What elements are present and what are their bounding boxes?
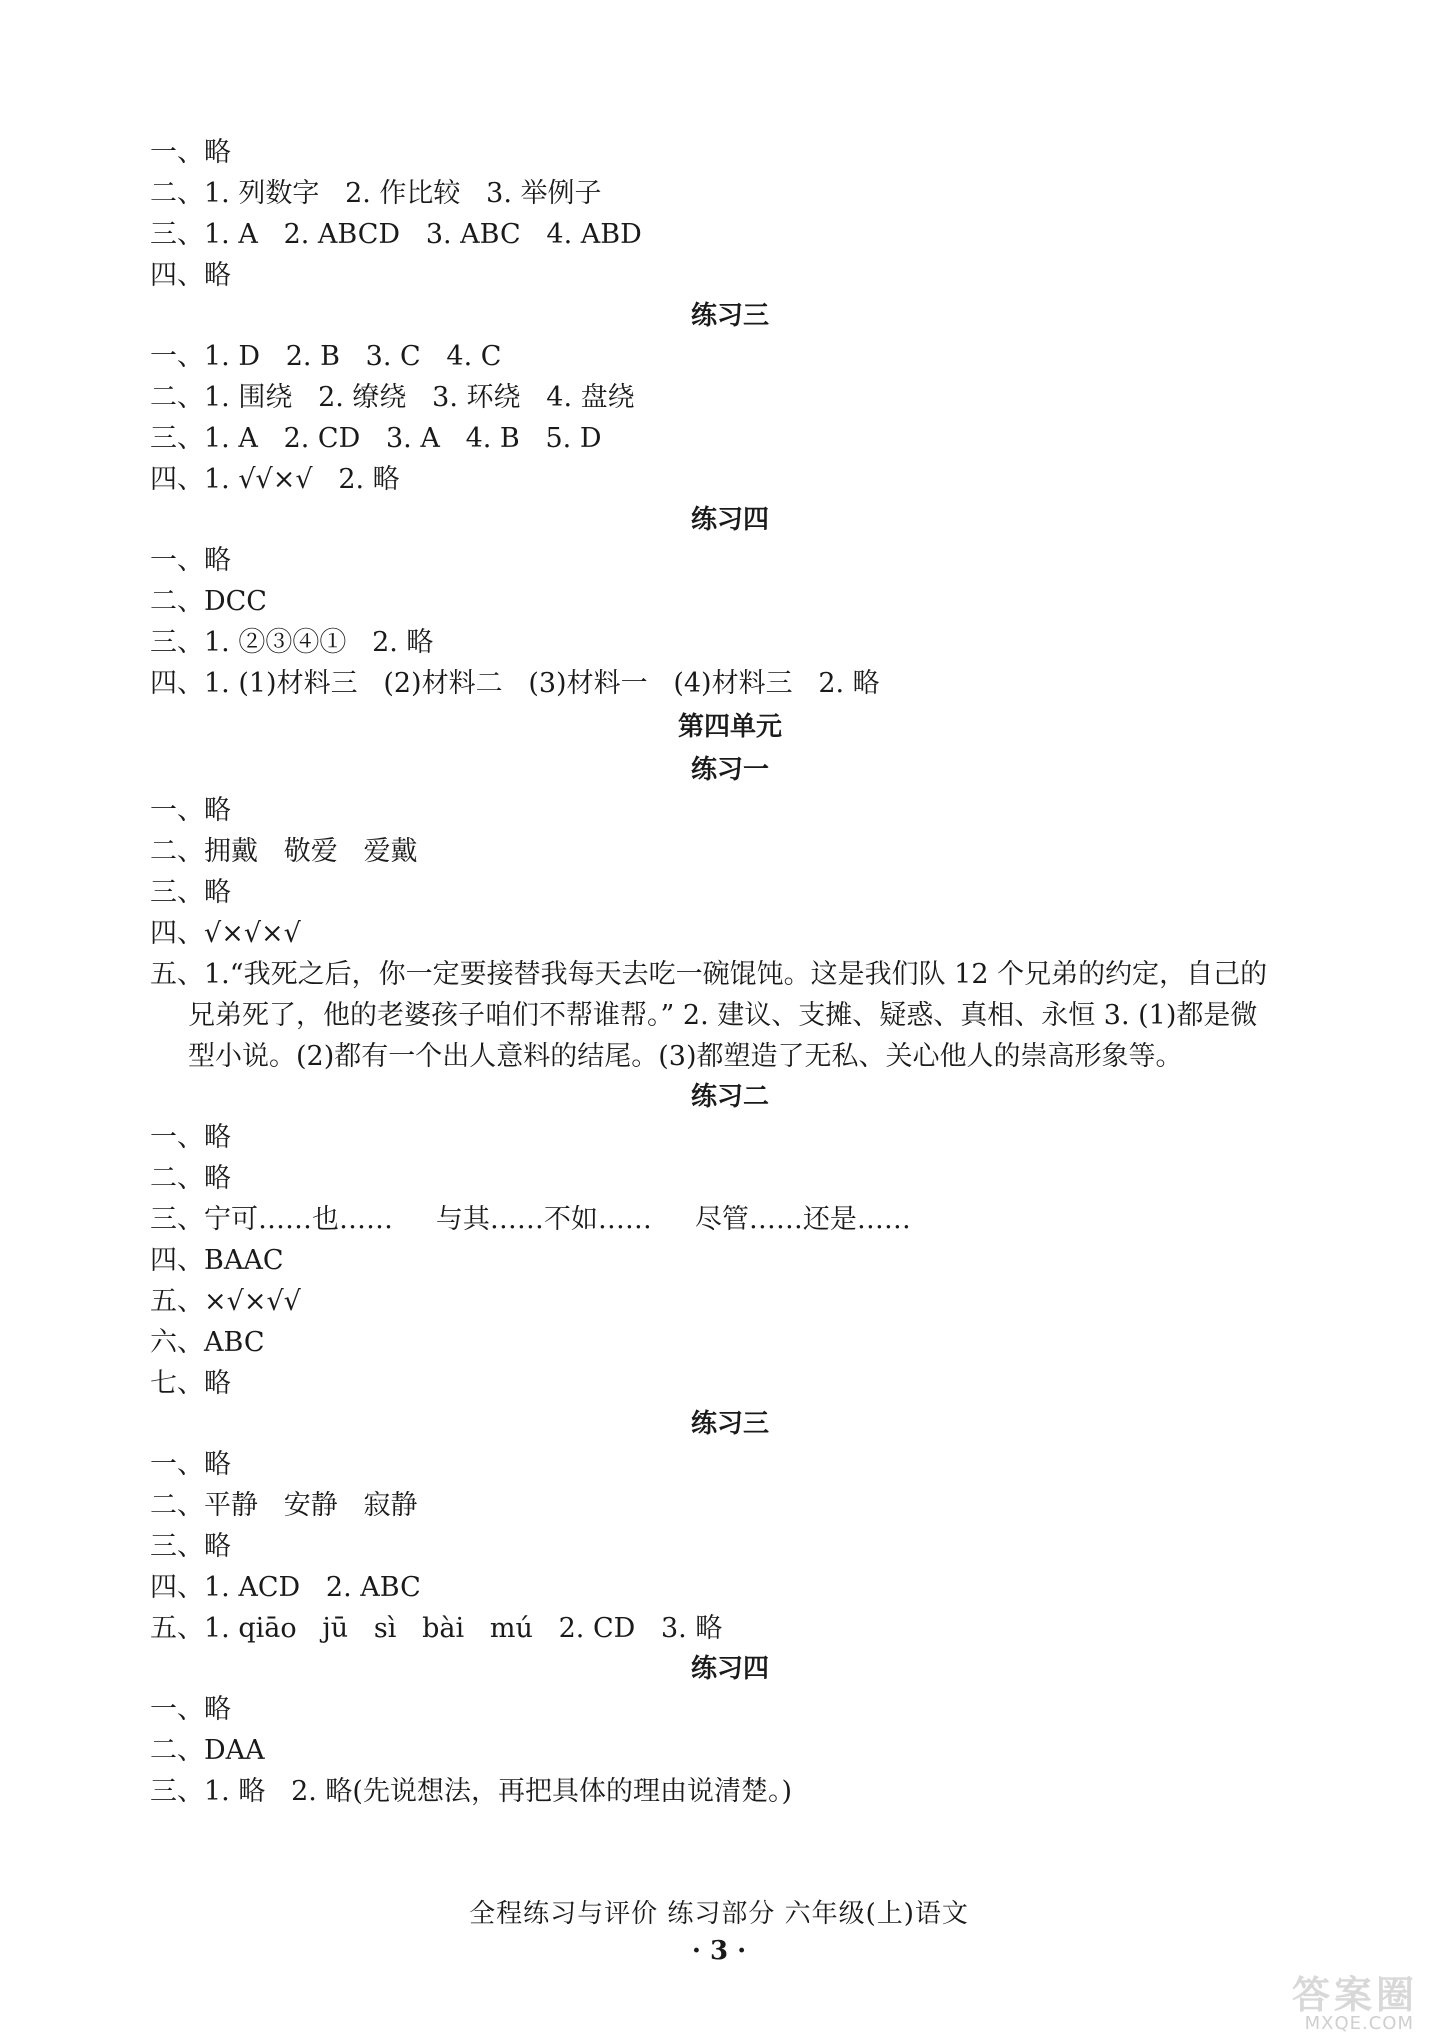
answer-line: 一、略 (150, 137, 231, 168)
answer-line: 四、略 (150, 260, 231, 291)
section-heading: 练习四 (690, 1654, 769, 1684)
answer-line: 二、DAA (150, 1735, 265, 1766)
answer-line: 二、1. 列数字 2. 作比较 3. 举例子 (150, 178, 602, 209)
watermark-url: MXQE.COM (1304, 2013, 1414, 2034)
answer-line: 二、1. 围绕 2. 缭绕 3. 环绕 4. 盘绕 (150, 382, 635, 413)
answer-line: 一、1. D 2. B 3. C 4. C (150, 341, 502, 372)
section-heading: 练习一 (690, 755, 769, 785)
watermark-mark: 答案圈 (1291, 1973, 1418, 2017)
answer-line: 五、×√×√√ (150, 1286, 301, 1317)
footer-book-title: 全程练习与评价 练习部分 六年级(上)语文 (469, 1899, 969, 1929)
answer-line: 二、DCC (150, 586, 267, 617)
answer-line: 一、略 (150, 545, 231, 576)
answer-line: 三、1. ②③④① 2. 略 (150, 627, 434, 658)
answer-line: 三、略 (150, 877, 231, 908)
section-heading: 练习四 (690, 505, 769, 535)
answer-line: 一、略 (150, 1449, 231, 1480)
answer-line: 三、宁可……也…… 与其……不如…… 尽管……还是…… (150, 1204, 911, 1235)
answer-line: 五、1. qiāo jū sì bài mú 2. CD 3. 略 (150, 1613, 723, 1644)
answer-line: 二、平静 安静 寂静 (150, 1490, 418, 1521)
footer-page-number: · 3 · (691, 1936, 747, 1966)
answer-line: 三、1. 略 2. 略(先说想法，再把具体的理由说清楚。) (150, 1776, 793, 1807)
answer-line: 六、ABC (150, 1327, 265, 1358)
section-heading: 练习二 (690, 1082, 769, 1112)
section-heading: 第四单元 (677, 712, 782, 742)
section-heading: 练习三 (690, 1409, 769, 1439)
section-heading: 练习三 (690, 301, 769, 331)
answer-paragraph-continuation: 兄弟死了，他的老婆孩子咱们不帮谁帮。” 2. 建议、支摊、疑惑、真相、永恒 3. (1)都是微 (188, 1000, 1258, 1031)
answer-line: 四、√×√×√ (150, 918, 301, 949)
answer-line: 四、1. ACD 2. ABC (150, 1572, 421, 1603)
answer-line: 四、1. (1)材料三 (2)材料二 (3)材料一 (4)材料三 2. 略 (150, 668, 880, 699)
answer-line: 三、1. A 2. CD 3. A 4. B 5. D (150, 423, 602, 454)
answer-line: 四、BAAC (150, 1245, 284, 1276)
answer-line: 二、拥戴 敬爱 爱戴 (150, 836, 418, 867)
answer-paragraph-continuation: 型小说。(2)都有一个出人意料的结尾。(3)都塑造了无私、关心他人的崇高形象等。 (188, 1041, 1183, 1072)
answer-paragraph-first-line: 五、1.“我死之后，你一定要接替我每天去吃一碗馄饨。这是我们队 12 个兄弟的约定，自己的 (150, 959, 1268, 990)
answer-line: 一、略 (150, 795, 231, 826)
answer-content (150, 132, 1320, 1812)
answer-line: 二、略 (150, 1163, 231, 1194)
answer-line: 四、1. √√×√ 2. 略 (150, 464, 400, 495)
answer-line: 一、略 (150, 1122, 231, 1153)
watermark-logo (1248, 1964, 1418, 2034)
answer-line: 七、略 (150, 1368, 231, 1399)
answer-line: 三、略 (150, 1531, 231, 1562)
answer-paragraph (150, 954, 1320, 1077)
answer-line: 一、略 (150, 1694, 231, 1725)
answer-line: 三、1. A 2. ABCD 3. ABC 4. ABD (150, 219, 642, 250)
